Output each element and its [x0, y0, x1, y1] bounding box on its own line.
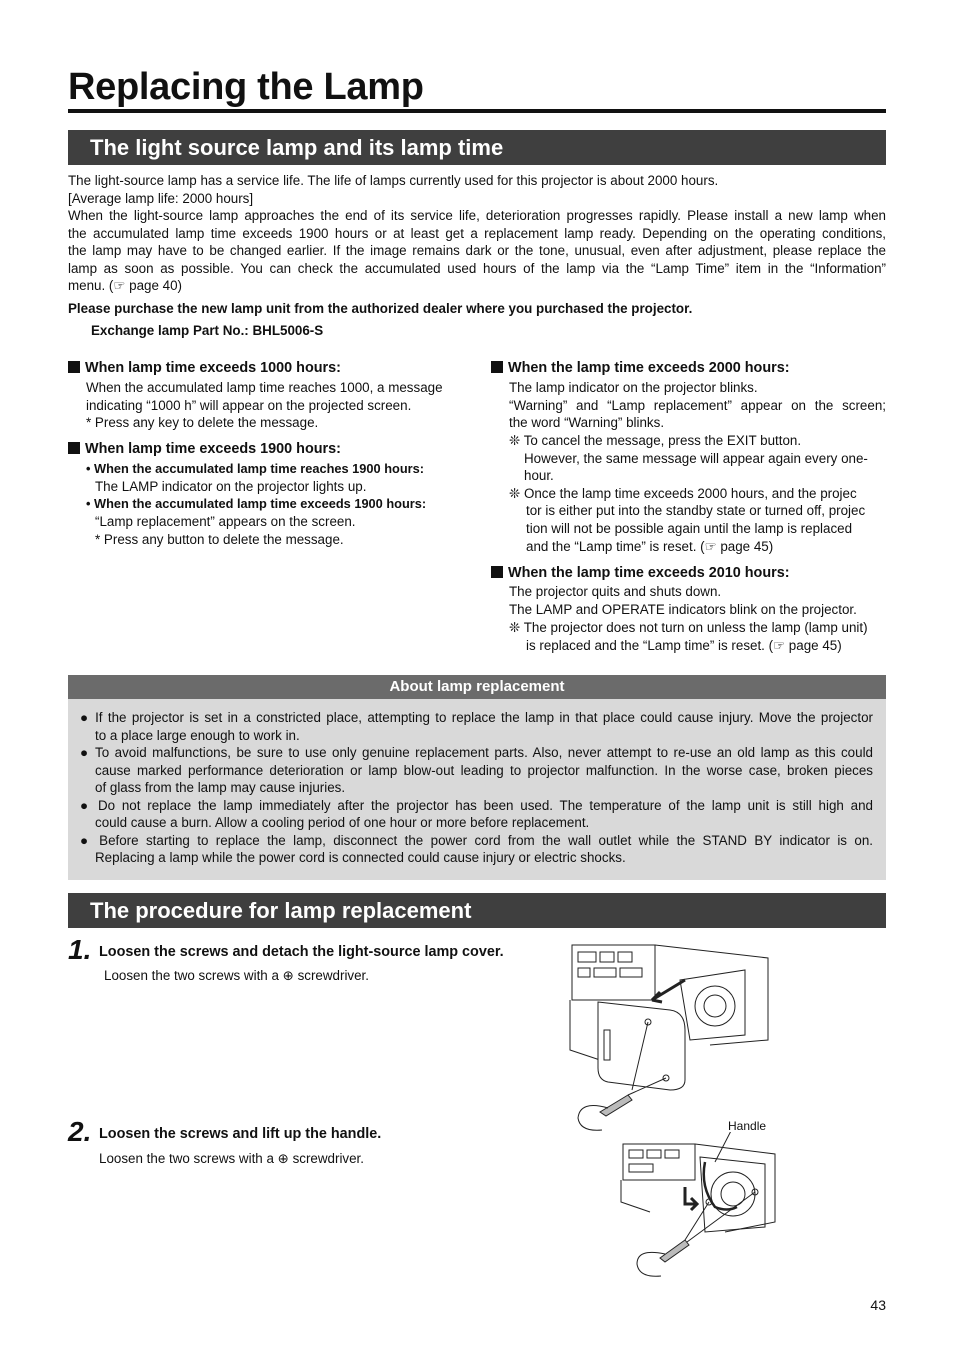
connector: [618, 952, 632, 962]
connector: [594, 968, 616, 977]
step-1-text: Loosen the two screws with a ⊕ screwdriver.: [104, 968, 370, 983]
text-1900-exceed: “Lamp replacement” appears on the screen.: [95, 513, 356, 529]
about-line-4: cause marked performance deterioration or lamp blow-out leading to projector malfunction. In the worse case, broken pieces: [95, 762, 873, 778]
text-2000-line-2: “Warning” and “Lamp replacement” appear on the screen;: [509, 397, 886, 413]
rear-panel: [623, 1144, 695, 1180]
heading-2000-hours: When the lamp time exceeds 2000 hours:: [491, 360, 790, 378]
step-2-text: Loosen the two screws with a ⊕ screwdriver.: [99, 1151, 365, 1166]
connector: [629, 1150, 643, 1158]
screwdriver-icon: [600, 1095, 632, 1116]
text-2000-line-5: However, the same message will appear again every one-: [524, 450, 868, 466]
handle-label: Handle: [728, 1119, 767, 1133]
text-2000-line-10: and the “Lamp time” is reset. (☞ page 45): [526, 538, 774, 554]
intro-line-3: When the light-source lamp approaches the end of its service life, deterioration progresses rapidly. Please install a new lamp when: [68, 208, 886, 223]
about-line-1: ● If the projector is set in a constricted place, attempting to replace the lamp in that place could cause injury. Move the projector: [80, 710, 873, 725]
intro-line-6: lamp as soon as possible. You can check the accumulated used hours of the lamp via the “Lamp Time” item in the “Information”: [68, 260, 886, 276]
about-line-2: to a place large enough to work in.: [95, 727, 300, 743]
rotate-arrow-icon: [637, 1252, 665, 1276]
text-1900-note: * Press any button to delete the message.: [95, 531, 344, 547]
square-bullet-icon: [491, 566, 503, 578]
lamp-bulb: [704, 995, 726, 1017]
screwdriver-icon: [660, 1240, 689, 1262]
text-1000-note: * Press any key to delete the message.: [86, 414, 319, 430]
handle-illustration: [605, 1132, 820, 1282]
projector-body: [695, 1144, 775, 1232]
text-2000-line-6: hour.: [524, 467, 554, 483]
step-1-number: 1.: [68, 934, 92, 965]
text-2000-line-4: ❊ To cancel the message, press the EXIT button.: [509, 432, 802, 448]
intro-line-7: menu. (☞ page 40): [68, 278, 182, 293]
text-2010-line-1: The projector quits and shuts down.: [509, 584, 722, 599]
title-rule: [68, 109, 886, 113]
lamp-cover: [598, 1002, 685, 1090]
text-1000-line-2: indicating “1000 h” will appear on the projected screen.: [86, 397, 412, 413]
part-number: Exchange lamp Part No.: BHL5006-S: [91, 323, 324, 338]
intro-line-1: The light-source lamp has a service life. The life of lamps currently used for this projector is about 2000 hours.: [68, 173, 719, 188]
text-2010-line-3: ❊ The projector does not turn on unless the lamp (lamp unit): [509, 619, 868, 635]
step-2-title: Loosen the screws and lift up the handle.: [99, 1126, 382, 1142]
section-heading-lamp-time: The light source lamp and its lamp time: [68, 130, 886, 165]
about-line-3: ● To avoid malfunctions, be sure to use only genuine replacement parts. Also, never attempt to re-use an old lamp as this could: [80, 745, 873, 760]
bullet-1900-exceed: • When the accumulated lamp time exceeds 1900 hours:: [86, 495, 427, 511]
connector: [629, 1164, 653, 1172]
text-2000-line-7: ❊ Once the lamp time exceeds 2000 hours, and the projec: [509, 485, 857, 501]
lamp-cover-illustration: [560, 940, 775, 1140]
connector: [665, 1150, 679, 1158]
connector: [578, 968, 590, 977]
text-1900-reach: The LAMP indicator on the projector lights up.: [95, 478, 367, 494]
about-line-8: ● Before starting to replace the lamp, disconnect the power cord from the wall outlet while the STAND BY indicator is on.: [80, 832, 873, 848]
about-line-7: could cause a burn. Allow a cooling period of one hour or more before replacement.: [95, 815, 590, 830]
text-2010-line-4: is replaced and the “Lamp time” is reset. (☞ page 45): [526, 637, 842, 653]
intro-line-5: the lamp may have to be changed earlier. If the image remains dark or the tone, unusual, even after adjustment, please replace the: [68, 243, 886, 258]
text-1000-line-1: When the accumulated lamp time reaches 1000, a message: [86, 379, 443, 395]
about-line-6: ● Do not replace the lamp immediately after the projector has been used. The temperature of the lamp unit is still high and: [80, 797, 873, 813]
lamp-reflector: [695, 986, 735, 1026]
arrow-icon: [652, 980, 685, 1002]
text-2010-line-2: The LAMP and OPERATE indicators blink on the projector.: [509, 601, 857, 617]
page-number: 43: [870, 1297, 886, 1313]
purchase-note: Please purchase the new lamp unit from the authorized dealer where you purchased the projector.: [68, 301, 693, 316]
connector: [620, 968, 642, 977]
screw-leader: [685, 1192, 755, 1242]
page-title: Replacing the Lamp: [68, 66, 424, 108]
step-1-title: Loosen the screws and detach the light-source lamp cover.: [99, 944, 504, 960]
lift-arrow-icon: [685, 1187, 697, 1210]
text-2000-line-8: tor is either put into the standby state or turned off, projec: [526, 502, 866, 518]
heading-1000-hours: When lamp time exceeds 1000 hours:: [68, 360, 341, 378]
text-2000-line-1: The lamp indicator on the projector blinks.: [509, 379, 758, 395]
text-2000-line-9: tion will not be possible again until the lamp is replaced: [526, 520, 853, 536]
about-lamp-heading: About lamp replacement: [68, 675, 886, 699]
connector: [600, 952, 614, 962]
projector-edge: [621, 1180, 650, 1212]
about-line-5: of glass from the lamp may cause injuries.: [95, 780, 346, 795]
step-2-number: 2.: [68, 1116, 92, 1147]
about-line-9: Replacing a lamp while the power cord is connected could cause injury or electric shocks.: [95, 850, 626, 865]
intro-line-4: the accumulated lamp time exceeds 1900 hours or at least get a replacement lamp ready. Depending on the operating conditions,: [68, 225, 886, 241]
square-bullet-icon: [68, 361, 80, 373]
section-heading-procedure: The procedure for lamp replacement: [68, 893, 886, 928]
bullet-1900-reach: • When the accumulated lamp time reaches 1900 hours:: [86, 460, 425, 476]
rotate-arrow-icon: [578, 1106, 608, 1131]
heading-2010-hours: When the lamp time exceeds 2010 hours:: [491, 565, 790, 583]
connector: [647, 1150, 661, 1158]
square-bullet-icon: [491, 361, 503, 373]
projector-edge: [570, 1000, 600, 1060]
connector: [578, 952, 596, 962]
square-bullet-icon: [68, 442, 80, 454]
heading-1900-hours: When lamp time exceeds 1900 hours:: [68, 441, 341, 459]
intro-line-2: [Average lamp life: 2000 hours]: [68, 190, 254, 206]
text-2000-line-3: the word “Warning” blinks.: [509, 414, 665, 430]
